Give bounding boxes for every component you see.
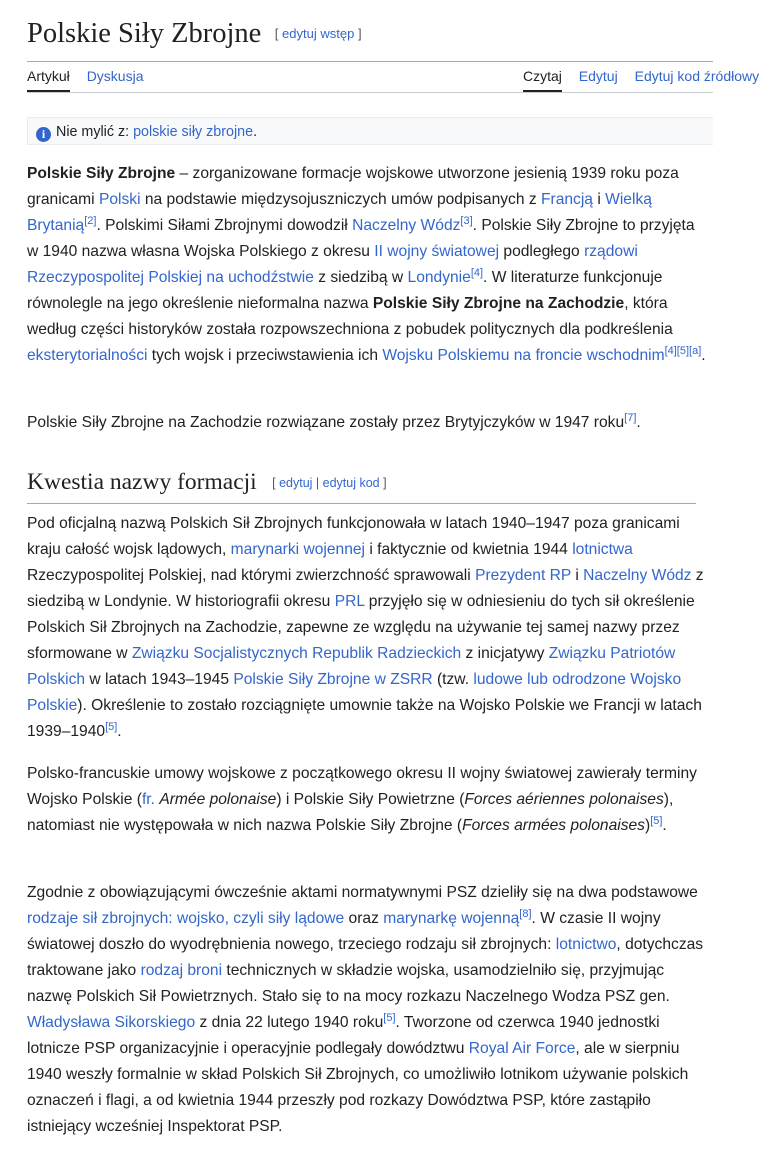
citation-link[interactable]: [5] (383, 1012, 396, 1024)
text-run: . (636, 414, 641, 431)
bracket-close: ] (379, 476, 387, 490)
citation-link[interactable]: [5] (105, 721, 118, 733)
article-link[interactable]: fr. (141, 791, 155, 808)
article-link[interactable]: Naczelny Wódz (583, 567, 692, 584)
text-run: Polskie Siły Zbrojne na Zachodzie rozwiązane zostały przez Brytyjczyków w 1947 roku (27, 414, 625, 431)
text-run: (tzw. (432, 671, 474, 688)
text-run: . (117, 723, 122, 740)
bold-text: Polskie Siły Zbrojne na Zachodzie (372, 295, 625, 312)
text-run: i faktycznie od kwietnia 1944 (365, 541, 573, 558)
text-run: , ale w sierpniu 1940 weszły formalnie w skład Polskich Sił Zbrojnych, co umożliwiło lotnikom używanie polskich oznaczeń i flagi, a od kwietnia 1944 przeszły pod rozkazy Dowództwa PSP, które zastąpiło istniejący wcześniej Inspektorat PSP. (27, 1040, 689, 1135)
article-link[interactable]: Prezydent RP (475, 567, 571, 584)
hatnote-link[interactable]: polskie siły zbrojne (133, 124, 254, 140)
section-paragraph-3-container (27, 880, 709, 1140)
title-divider (27, 61, 713, 62)
article-link[interactable]: lotnictwo (555, 936, 617, 953)
page-title: Polskie Siły Zbrojne (27, 18, 262, 49)
text-run: z inicjatywy (461, 645, 549, 662)
hatnote (27, 117, 713, 145)
intro-paragraph-2-container (27, 410, 709, 436)
text-run: ) (644, 817, 651, 834)
citation-link[interactable]: [7] (624, 412, 637, 424)
text-run: . W czasie II wojny światowej doszło do wyodrębnienia nowego, trzeciego rodzaju sił zbrojnych: (27, 910, 661, 953)
section-heading-row (27, 469, 696, 504)
article-link[interactable]: lotnictwa (572, 541, 633, 558)
text-run: z siedzibą w (313, 269, 408, 286)
article-link[interactable]: Związku Patriotów Polskich (27, 645, 676, 688)
text-run: Pod oficjalną nazwą Polskich Sił Zbrojnych funkcjonowała w latach 1940–1947 poza granicami kraju całość wojsk lądowych, (27, 515, 680, 558)
article-link[interactable]: Londynie (407, 269, 471, 286)
tab-edit[interactable]: Edytuj (578, 68, 618, 84)
text-run: i (571, 567, 584, 584)
text-run: ), natomiast nie występowała w nich nazwa Polskie Siły Zbrojne ( (27, 791, 674, 834)
text-run: – zorganizowane formacje wojskowe utworzone jesienią 1939 roku poza granicami (27, 165, 679, 208)
citation-link[interactable]: [5] (650, 815, 663, 827)
section-paragraph-3 (27, 880, 709, 1140)
text-run: Rzeczypospolitej Polskiej, nad którymi zwierzchność sprawowali (27, 567, 476, 584)
section-paragraph-1 (27, 511, 709, 745)
bracket-open: [ (274, 26, 279, 41)
text-run: na podstawie międzysojuszniczych umów podpisanych z (140, 191, 541, 208)
text-run: . (701, 347, 706, 364)
edit-intro-link[interactable]: edytuj wstęp (282, 26, 355, 41)
article-link[interactable]: Wielką Brytanią (27, 191, 652, 234)
tab-read[interactable]: Czytaj (523, 68, 562, 92)
view-tabs (523, 68, 772, 92)
tab-article[interactable]: Artykuł (27, 68, 70, 92)
citation-link[interactable]: [4][5][a] (664, 345, 702, 357)
text-run: technicznych w składzie wojska, usamodzielniło się, przyjmując nazwę Polskich Sił Powietrznych. Stało się to na mocy rozkazu Naczelnego Wodza PSZ gen. (27, 962, 670, 1005)
bracket-open: [ (272, 476, 280, 490)
text-run: podległego (499, 243, 585, 260)
section-paragraph-2-container (27, 761, 709, 839)
bracket-close: ] (357, 26, 362, 41)
article-link[interactable]: Royal Air Force (468, 1040, 576, 1057)
info-icon: i (36, 127, 51, 142)
italic-text: Forces aériennes polonaises (464, 791, 664, 808)
italic-text: Forces armées polonaises (462, 817, 645, 834)
article-link[interactable]: Związku Socjalistycznych Republik Radzieckich (131, 645, 462, 662)
article-link[interactable]: marynarki wojennej (230, 541, 366, 558)
intro-paragraph-1 (27, 161, 709, 369)
article-link[interactable]: Naczelny Wódz (352, 217, 461, 234)
section-paragraph-2 (27, 761, 709, 839)
section-heading: Kwestia nazwy formacji (27, 469, 257, 495)
namespace-tabs (27, 68, 156, 92)
bold-text: Polskie Siły Zbrojne (27, 165, 176, 182)
tabs-divider (27, 92, 713, 93)
tab-edit-source[interactable]: Edytuj kod źródłowy (634, 68, 760, 84)
article-link[interactable]: rodzaje sił zbrojnych: wojsko, czyli siły lądowe (27, 910, 345, 927)
section-edit-source-link[interactable]: edytuj kod (322, 476, 380, 490)
text-run: . (662, 817, 667, 834)
hatnote-text: Nie mylić z: (56, 124, 134, 140)
citation-link[interactable]: [8] (519, 908, 532, 920)
text-run: z siedzibą w Londynie. W historiografii okresu (27, 567, 704, 610)
article-link[interactable]: II wojny światowej (374, 243, 500, 260)
text-run: przyjęło się w odniesieniu do tych sił określenie Polskich Sił Zbrojnych na Zachodzie, zapewne ze względu na używanie tej samej nazwy przez sformowane w (27, 593, 695, 662)
intro-paragraph-2 (27, 410, 709, 436)
citation-link[interactable]: [4] (470, 267, 484, 279)
title-edit-links (275, 26, 362, 41)
text-run: . Polskie Siły Zbrojne to przyjęta w 1940 nazwa własna Wojska Polskiego z okresu (27, 217, 695, 260)
text-run: Zgodnie z obowiązującymi ówcześnie aktami normatywnymi PSZ dzieliły się na dwa podstawowe (27, 884, 698, 901)
text-run: . Tworzone od czerwca 1940 jednostki lotnicze PSP organizacyjnie i operacyjnie podlegały dowództwu (27, 1014, 660, 1057)
article-link[interactable]: marynarkę wojenną (383, 910, 520, 927)
article-link[interactable]: Polski (98, 191, 141, 208)
title-row (27, 18, 362, 50)
text-run: oraz (344, 910, 384, 927)
section-edit-link[interactable]: edytuj (279, 476, 313, 490)
text-run: Polsko-francuskie umowy wojskowe z początkowego okresu II wojny światowej zawierały terminy Wojsko Polskie ( (27, 765, 697, 808)
text-run: z dnia 22 lutego 1940 roku (195, 1014, 384, 1031)
article-link[interactable]: eksterytorialności (27, 347, 148, 364)
text-run: , dotychczas traktowane jako (27, 936, 704, 979)
text-run: ). Określenie to zostało rozciągnięte umownie także na Wojsko Polskie we Francji w latach 1939–1940 (27, 697, 702, 740)
text-run: w latach 1943–1945 (85, 671, 234, 688)
intro-paragraph-1-container (27, 161, 709, 369)
separator: | (312, 476, 323, 490)
article-link[interactable]: ludowe lub odrodzone Wojsko Polskie (27, 671, 682, 714)
tab-discussion[interactable]: Dyskusja (86, 68, 144, 84)
italic-text: Armée polonaise (159, 791, 277, 808)
article-link[interactable]: Władysława Sikorskiego (27, 1014, 196, 1031)
text-run: . W literaturze funkcjonuje równolegle na jego określenie nieformalna nazwa (27, 269, 663, 312)
text-run: ) i Polskie Siły Powietrzne ( (276, 791, 465, 808)
article-link[interactable]: rodzaj broni (140, 962, 223, 979)
section-paragraph-1-container (27, 511, 709, 745)
article-link[interactable]: PRL (334, 593, 365, 610)
hatnote-end: . (253, 124, 258, 140)
text-run: . Polskimi Siłami Zbrojnymi dowodził (96, 217, 353, 234)
citation-link[interactable]: [2] (84, 215, 97, 227)
article-link[interactable]: Polskie Siły Zbrojne w ZSRR (233, 671, 433, 688)
text-run: , która według części historyków została rozpowszechniona z pobudek politycznych dla podkreślenia (27, 295, 673, 338)
article-link[interactable]: Francją (540, 191, 593, 208)
text-run: tych wojsk i przeciwstawienia ich (147, 347, 383, 364)
article-link[interactable]: Wojsku Polskiemu na froncie wschodnim (382, 347, 665, 364)
text-run: i (592, 191, 606, 208)
citation-link[interactable]: [3] (460, 215, 473, 227)
section-edit-links (272, 476, 386, 490)
article-link[interactable]: rządowi Rzeczypospolitej Polskiej na uchodźstwie (27, 243, 638, 286)
